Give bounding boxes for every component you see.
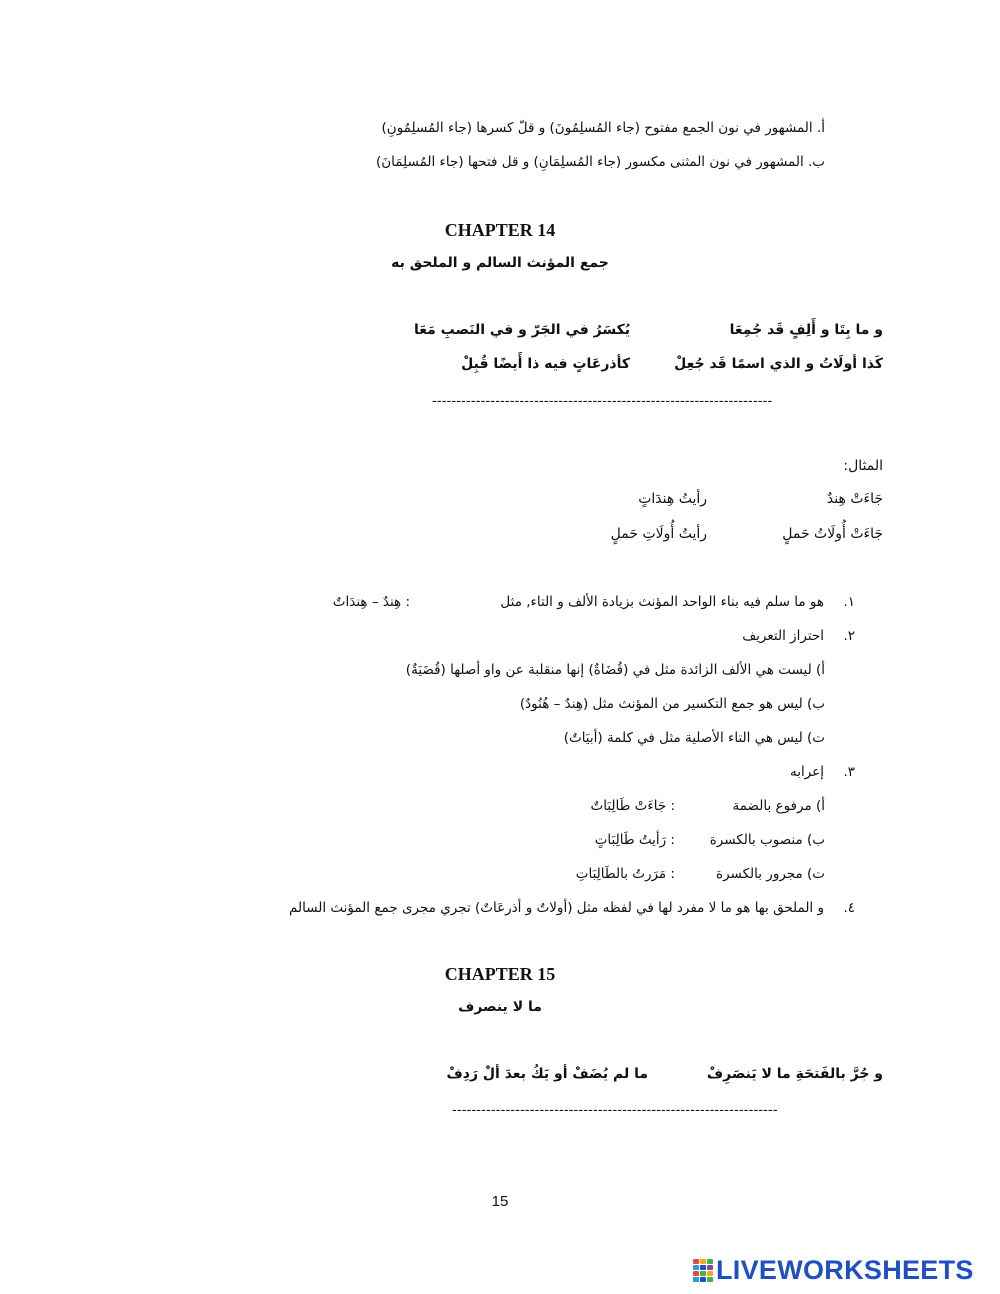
item-2-sub-t: ت) ليس هي التاء الأصلية مثل في كلمة (أبيَاتٌ) [563,730,825,746]
logo-square [693,1265,699,1270]
liveworksheets-logo-icon [693,1259,713,1283]
item-2-text: احتراز التعريف [742,628,824,644]
verse-2-hemistich-left: كأذرعَاتٍ فيه ذا أَيضًا قُبِلْ [461,356,630,372]
item-3-row-b-label: ب) منصوب بالكسرة [709,832,825,848]
item-2-sub-a: أ) ليست هي الألف الزائدة مثل في (قُضَاةٌ) إنها منقلبة عن واو أصلها (قُضَيَةٌ) [405,662,825,678]
item-3-row-a-label: أ) مرفوع بالضمة [732,798,825,814]
item-1-example: : هِندٌ – هِندَاتٌ [332,594,410,610]
example-2-right: جَاءَتْ أُولَاتُ حَملٍ [782,526,883,542]
item-2-sub-b: ب) ليس هو جمع التكسير من المؤنث مثل (هِندٌ – هُنُودٌ) [519,696,825,712]
item-1-number: ١. [843,594,855,610]
logo-square [707,1259,713,1264]
intro-line-a: أ. المشهور في نون الجمع مفتوح (جاء المُسلِمُونَ) و قلّ كسرها (جاء المُسلِمُونِ) [381,120,825,136]
liveworksheets-logo [693,1255,974,1286]
chapter-15-verse-right: و جُرَّ بالفَتحَةِ ما لا يَنصَرِفْ [706,1066,883,1082]
page-number: 15 [491,1193,509,1210]
item-4-text: و الملحق بها هو ما لا مفرد لها في لفظه مثل (أولاتٌ و أذرعَاتٌ) تجري مجرى جمع المؤنث السالم [288,900,824,916]
chapter-15-title: ما لا ينصرف [458,999,542,1015]
example-label: المثال: [843,458,883,474]
chapter-14-heading: CHAPTER 14 [444,220,556,240]
logo-square [693,1271,699,1276]
chapter-15-verse-left: ما لم يُضَفْ أو يَكُ بعدَ ألْ رَدِفْ [446,1066,648,1082]
example-1-right: جَاءَتْ هِندٌ [826,491,883,507]
liveworksheets-logo-text: LIVEWORKSHEETS [716,1255,974,1285]
item-1-text: هو ما سلم فيه بناء الواحد المؤنث بزيادة الألف و التاء, مثل [500,594,824,610]
logo-square [693,1277,699,1282]
logo-square [707,1265,713,1270]
intro-line-b: ب. المشهور في نون المثنى مكسور (جاء المُسلِمَانِ) و قل فتحها (جاء المُسلِمَانَ) [375,154,825,170]
verse-2-hemistich-right: كَذا أولَاتُ و الذي اسمًا قَد جُعِلْ [674,356,883,372]
logo-square [700,1271,706,1276]
example-2-left: رأيتُ أُولَاتِ حَملٍ [610,526,707,542]
item-3-row-t-example: : مَرَرتُ بالطَالِبَاتِ [575,866,675,882]
item-3-row-a-example: : جَاءَتْ طَالِبَاتٌ [590,798,675,814]
divider-line: ---------------------------------------------------------------------- [432,392,773,408]
chapter-15-heading: CHAPTER 15 [444,964,556,984]
item-2-number: ٢. [843,628,855,644]
chapter-14-title: جمع المؤنث السالم و الملحق به [391,255,609,271]
item-3-text: إعرابه [789,764,824,780]
logo-square [700,1259,706,1264]
logo-square [693,1259,699,1264]
logo-square [707,1277,713,1282]
logo-square [700,1265,706,1270]
item-3-row-t-label: ت) مجرور بالكسرة [716,866,825,882]
chapter-15-divider-line: ------------------------------------------------------------------- [452,1101,778,1117]
example-1-left: رأيتُ هِندَاتٍ [638,491,707,507]
item-3-row-b-example: : رَأيتُ طَالِبَاتٍ [594,832,675,848]
item-4-number: ٤. [843,900,855,916]
item-3-number: ٣. [843,764,855,780]
logo-square [700,1277,706,1282]
logo-square [707,1271,713,1276]
verse-1-hemistich-left: يُكسَرُ في الجَرّ و في النَصبِ مَعَا [413,322,630,338]
verse-1-hemistich-right: و ما بِتَا و أَلِفٍ قَد جُمِعَا [729,322,883,338]
